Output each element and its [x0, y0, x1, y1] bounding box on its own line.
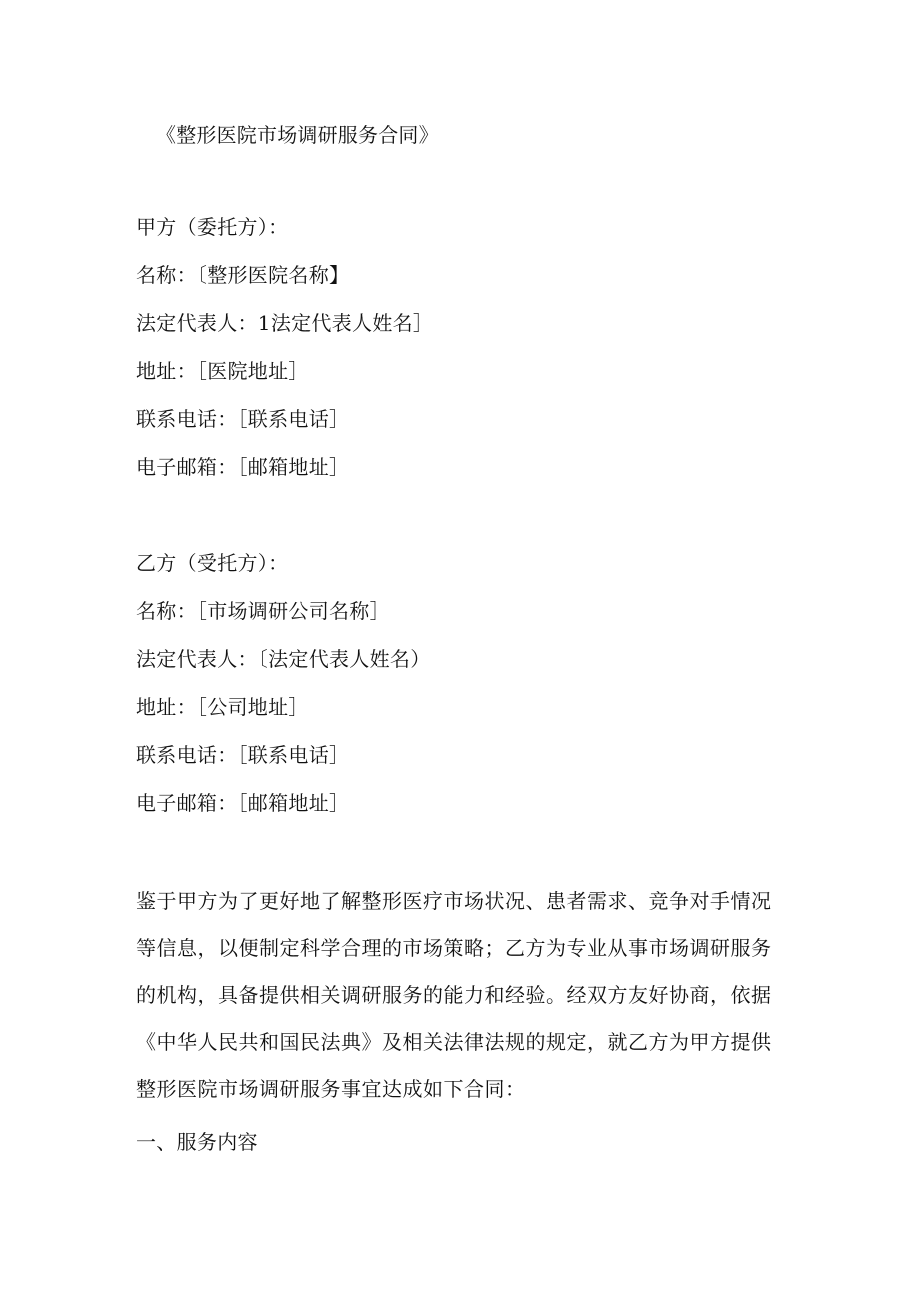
intro-line: 的机构，具备提供相关调研服务的能力和经验。经双方友好协商，依据: [136, 983, 772, 1007]
section-heading-service-content: 一、服务内容: [136, 1130, 258, 1154]
intro-paragraph: [136, 878, 772, 1113]
party-b-email: 电子邮箱：［邮箱地址］: [136, 791, 350, 815]
party-b-address: 地址：［公司地址］: [136, 695, 309, 719]
party-b-name: 名称：［市场调研公司名称］: [136, 599, 390, 623]
party-a-email: 电子邮箱：［邮箱地址］: [136, 455, 350, 479]
intro-line: 《中华人民共和国民法典》及相关法律法规的规定，就乙方为甲方提供: [136, 1030, 772, 1054]
party-a-representative: 法定代表人：1法定代表人姓名］: [136, 311, 434, 335]
party-a-address: 地址：［医院地址］: [136, 359, 309, 383]
party-b-phone: 联系电话：［联系电话］: [136, 743, 350, 767]
document-title: 《整形医院市场调研服务合同》: [156, 123, 439, 147]
party-a-phone: 联系电话：［联系电话］: [136, 407, 350, 431]
party-a-heading: 甲方（委托方）：: [136, 215, 289, 239]
intro-line: 整形医院市场调研服务事宜达成如下合同：: [136, 1077, 526, 1101]
party-a-name: 名称：〔整形医院名称】: [136, 263, 350, 287]
intro-line: 鉴于甲方为了更好地了解整形医疗市场状况、患者需求、竞争对手情况: [136, 889, 772, 913]
party-b-heading: 乙方（受托方）：: [136, 551, 289, 575]
party-b-representative: 法定代表人：〔法定代表人姓名）: [136, 647, 431, 671]
intro-line: 等信息，以便制定科学合理的市场策略；乙方为专业从事市场调研服务: [136, 936, 772, 960]
